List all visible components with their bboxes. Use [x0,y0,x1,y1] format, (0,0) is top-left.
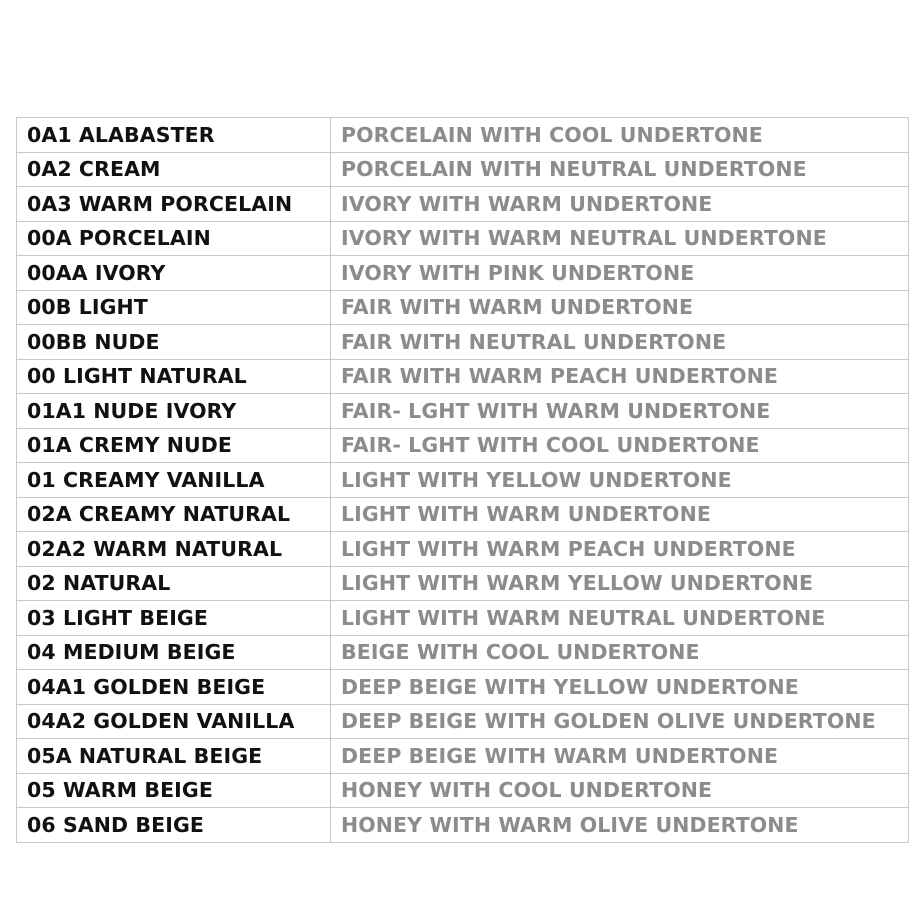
table-row [17,566,909,601]
shade-name-cell: 00B LIGHT [17,290,331,325]
shade-description-cell: LIGHT WITH YELLOW UNDERTONE [331,463,909,498]
table-row [17,773,909,808]
shade-description-cell: BEIGE WITH COOL UNDERTONE [331,635,909,670]
shade-description-cell: IVORY WITH PINK UNDERTONE [331,256,909,291]
shade-name-cell: 04 MEDIUM BEIGE [17,635,331,670]
shade-name-cell: 05 WARM BEIGE [17,773,331,808]
shade-name-cell: 00BB NUDE [17,325,331,360]
shade-description-cell: FAIR WITH WARM UNDERTONE [331,290,909,325]
shade-name-cell: 01A CREMY NUDE [17,428,331,463]
table-row [17,290,909,325]
shade-description-cell: LIGHT WITH WARM PEACH UNDERTONE [331,532,909,567]
shade-description-cell: FAIR- LGHT WITH WARM UNDERTONE [331,394,909,429]
shade-name-cell: 00 LIGHT NATURAL [17,359,331,394]
shade-name-cell: 02A CREAMY NATURAL [17,497,331,532]
table-row [17,497,909,532]
table-row [17,635,909,670]
table-row [17,359,909,394]
table-row [17,152,909,187]
shade-name-cell: 0A1 ALABASTER [17,118,331,153]
table-row [17,704,909,739]
shade-description-cell: PORCELAIN WITH COOL UNDERTONE [331,118,909,153]
shade-name-cell: 01A1 NUDE IVORY [17,394,331,429]
shade-description-cell: FAIR WITH NEUTRAL UNDERTONE [331,325,909,360]
shade-description-cell: IVORY WITH WARM NEUTRAL UNDERTONE [331,221,909,256]
table-row [17,532,909,567]
shade-description-cell: LIGHT WITH WARM NEUTRAL UNDERTONE [331,601,909,636]
shade-description-cell: DEEP BEIGE WITH YELLOW UNDERTONE [331,670,909,705]
table-row [17,325,909,360]
shade-name-cell: 00AA IVORY [17,256,331,291]
shade-name-cell: 0A2 CREAM [17,152,331,187]
table-row [17,118,909,153]
shade-description-cell: HONEY WITH WARM OLIVE UNDERTONE [331,808,909,843]
table-row [17,394,909,429]
shade-name-cell: 01 CREAMY VANILLA [17,463,331,498]
table-row [17,670,909,705]
shade-table-body [17,118,909,843]
table-row [17,601,909,636]
shade-name-cell: 04A2 GOLDEN VANILLA [17,704,331,739]
table-row [17,221,909,256]
table-row [17,187,909,222]
shade-description-cell: DEEP BEIGE WITH GOLDEN OLIVE UNDERTONE [331,704,909,739]
shade-name-cell: 05A NATURAL BEIGE [17,739,331,774]
shade-description-cell: HONEY WITH COOL UNDERTONE [331,773,909,808]
table-row [17,808,909,843]
table-row [17,428,909,463]
shade-name-cell: 04A1 GOLDEN BEIGE [17,670,331,705]
table-row [17,739,909,774]
shade-description-cell: LIGHT WITH WARM UNDERTONE [331,497,909,532]
shade-description-cell: LIGHT WITH WARM YELLOW UNDERTONE [331,566,909,601]
shade-name-cell: 00A PORCELAIN [17,221,331,256]
table-row [17,256,909,291]
shade-description-cell: FAIR WITH WARM PEACH UNDERTONE [331,359,909,394]
shade-description-cell: FAIR- LGHT WITH COOL UNDERTONE [331,428,909,463]
shade-description-cell: IVORY WITH WARM UNDERTONE [331,187,909,222]
shade-description-cell: DEEP BEIGE WITH WARM UNDERTONE [331,739,909,774]
table-row [17,463,909,498]
shade-name-cell: 0A3 WARM PORCELAIN [17,187,331,222]
shade-table [16,117,909,843]
shade-name-cell: 02 NATURAL [17,566,331,601]
shade-name-cell: 02A2 WARM NATURAL [17,532,331,567]
shade-name-cell: 03 LIGHT BEIGE [17,601,331,636]
shade-description-cell: PORCELAIN WITH NEUTRAL UNDERTONE [331,152,909,187]
shade-name-cell: 06 SAND BEIGE [17,808,331,843]
